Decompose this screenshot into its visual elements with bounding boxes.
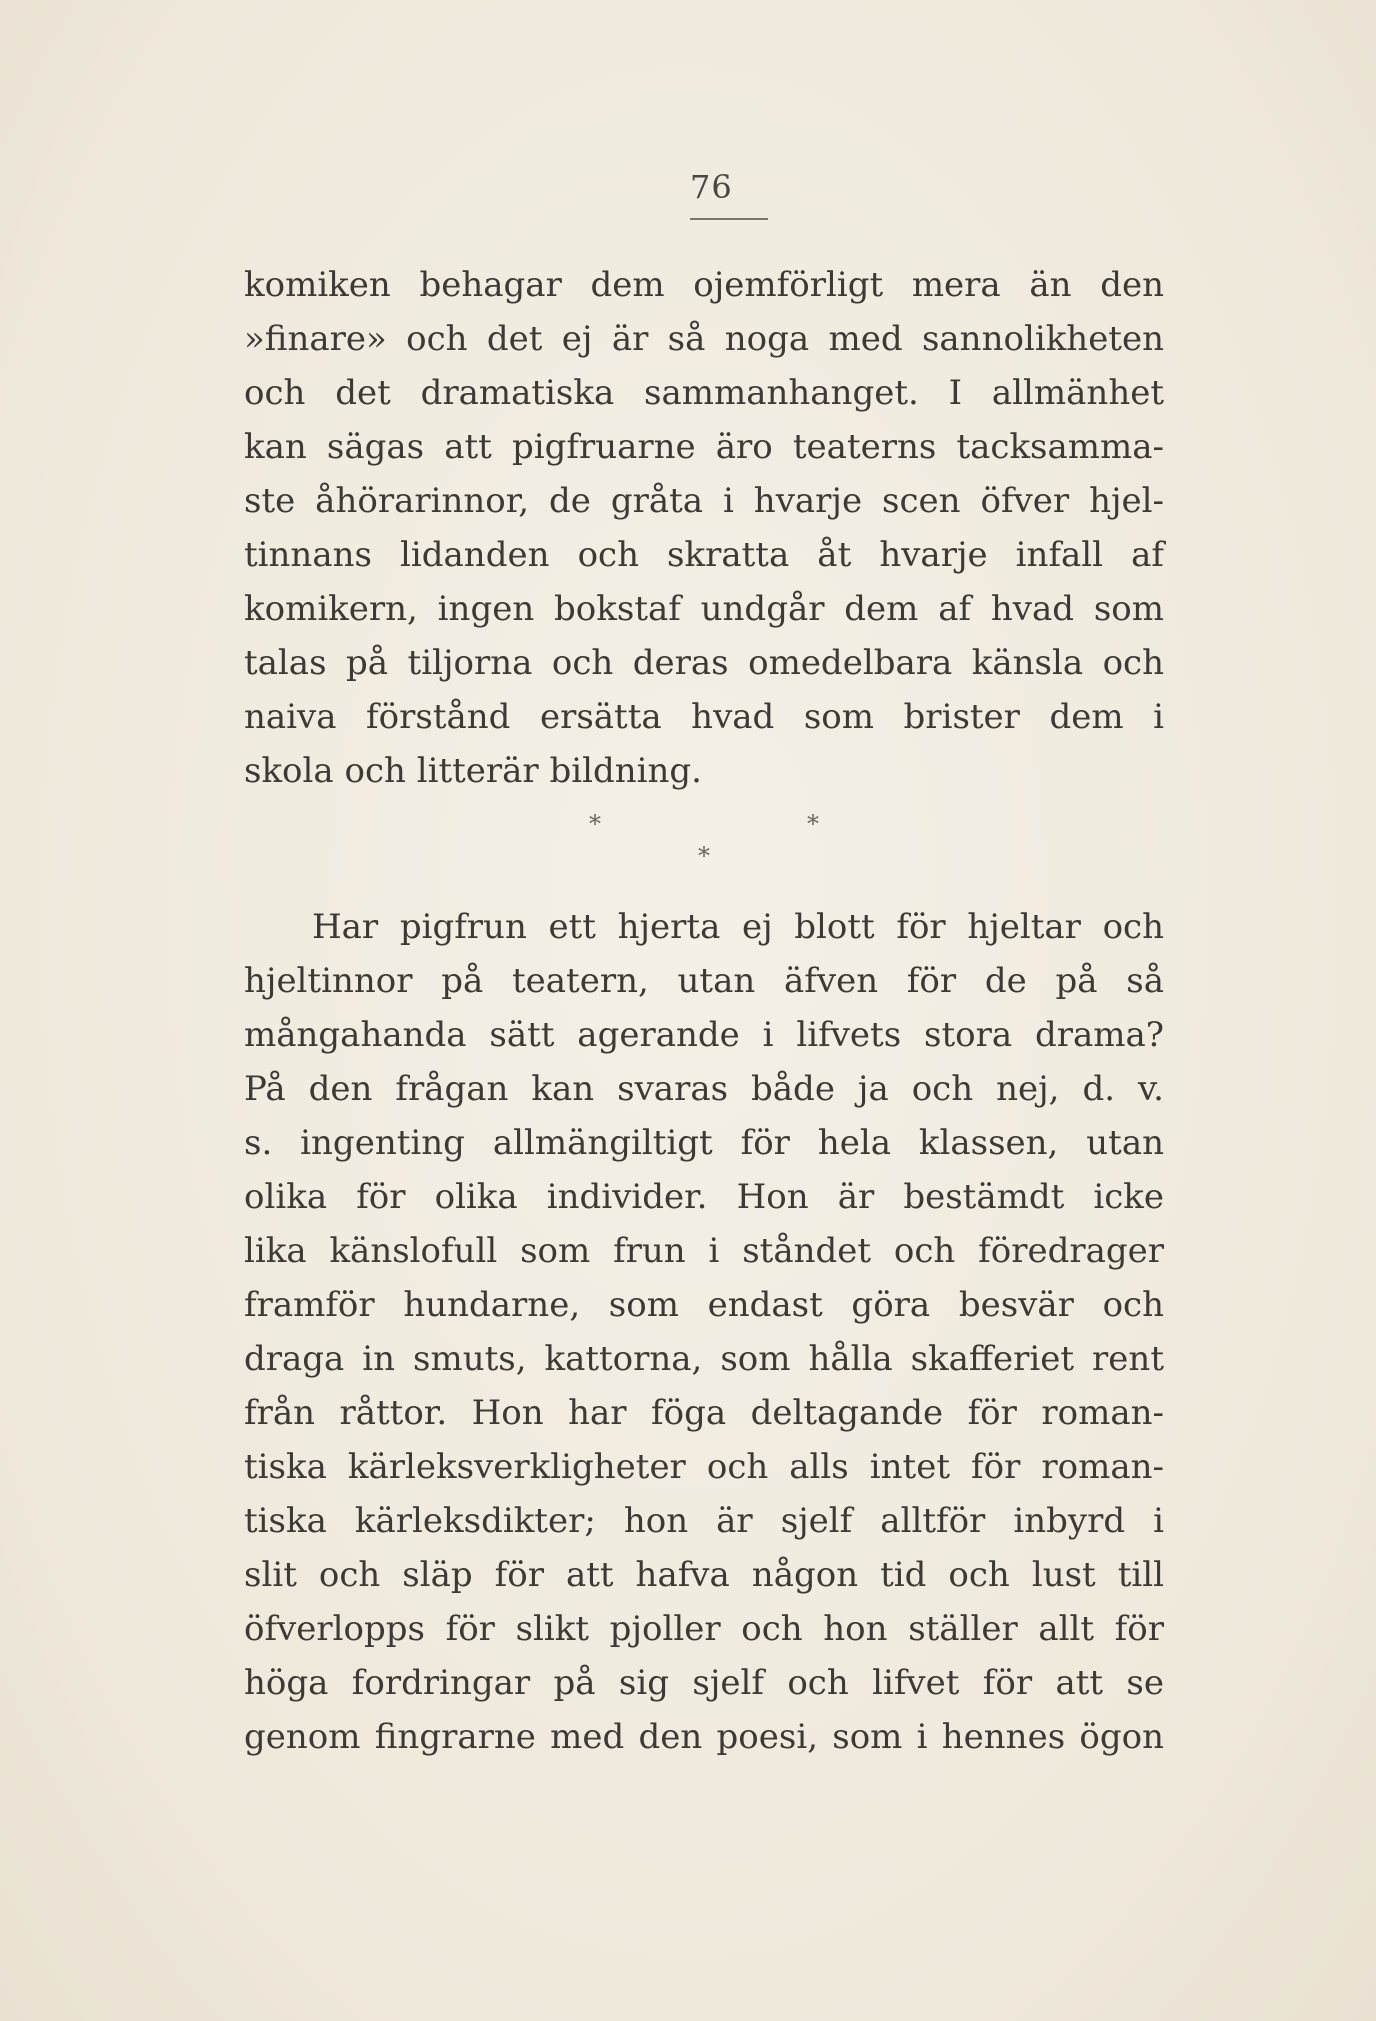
text-line: framför hundarne, som endast göra besvär och <box>244 1285 1164 1325</box>
text-line: ste åhörarinnor, de gråta i hvarje scen öfver hjel- <box>244 481 1164 521</box>
text-line: olika för olika individer. Hon är bestämdt icke <box>244 1177 1164 1217</box>
text-line: s. ingenting allmängiltigt för hela klassen, utan <box>244 1123 1164 1163</box>
asterisk: * <box>698 842 710 870</box>
text-line: öfverlopps för slikt pjoller och hon ställer allt för <box>244 1609 1164 1649</box>
text-line: genom fingrarne med den poesi, som i hennes ögon <box>244 1717 1164 1757</box>
text-line: hjeltinnor på teatern, utan äfven för de på så <box>244 961 1164 1001</box>
text-line: På den frågan kan svaras både ja och nej, d. v. <box>244 1069 1164 1109</box>
page-number: 76 <box>690 168 733 206</box>
text-line: och det dramatiska sammanhanget. I allmänhet <box>244 373 1164 413</box>
text-line: talas på tiljorna och deras omedelbara känsla och <box>244 643 1164 683</box>
text-line: tiska kärleksverkligheter och alls intet för roman- <box>244 1447 1164 1487</box>
asterisk: * <box>589 810 601 838</box>
text-line: naiva förstånd ersätta hvad som brister dem i <box>244 697 1164 737</box>
text-line: tiska kärleksdikter; hon är sjelf alltför inbyrd i <box>244 1501 1164 1541</box>
text-line: Har pigfrun ett hjerta ej blott för hjeltar och <box>312 907 1164 947</box>
text-line: draga in smuts, kattorna, som hålla skafferiet rent <box>244 1339 1164 1379</box>
text-line: komiken behagar dem ojemförligt mera än den <box>244 265 1164 305</box>
paragraph-2 <box>244 900 1164 1764</box>
text-line: lika känslofull som frun i ståndet och föredrager <box>244 1231 1164 1271</box>
text-line: kan sägas att pigfruarne äro teaterns tacksamma- <box>244 427 1164 467</box>
paragraph-1 <box>244 258 1164 798</box>
text-line: från råttor. Hon har föga deltagande för roman- <box>244 1393 1164 1433</box>
text-line: tinnans lidanden och skratta åt hvarje infall af <box>244 535 1164 575</box>
text-line: komikern, ingen bokstaf undgår dem af hvad som <box>244 589 1164 629</box>
text-line: skola och litterär bildning. <box>244 751 702 791</box>
page-number-rule <box>690 218 768 220</box>
text-line: slit och släp för att hafva någon tid och lust till <box>244 1555 1164 1595</box>
text-line: »finare» och det ej är så noga med sannolikheten <box>244 319 1164 359</box>
text-line: mångahanda sätt agerande i lifvets stora drama? <box>244 1015 1164 1055</box>
asterisk: * <box>807 810 819 838</box>
text-line: höga fordringar på sig sjelf och lifvet för att se <box>244 1663 1164 1703</box>
